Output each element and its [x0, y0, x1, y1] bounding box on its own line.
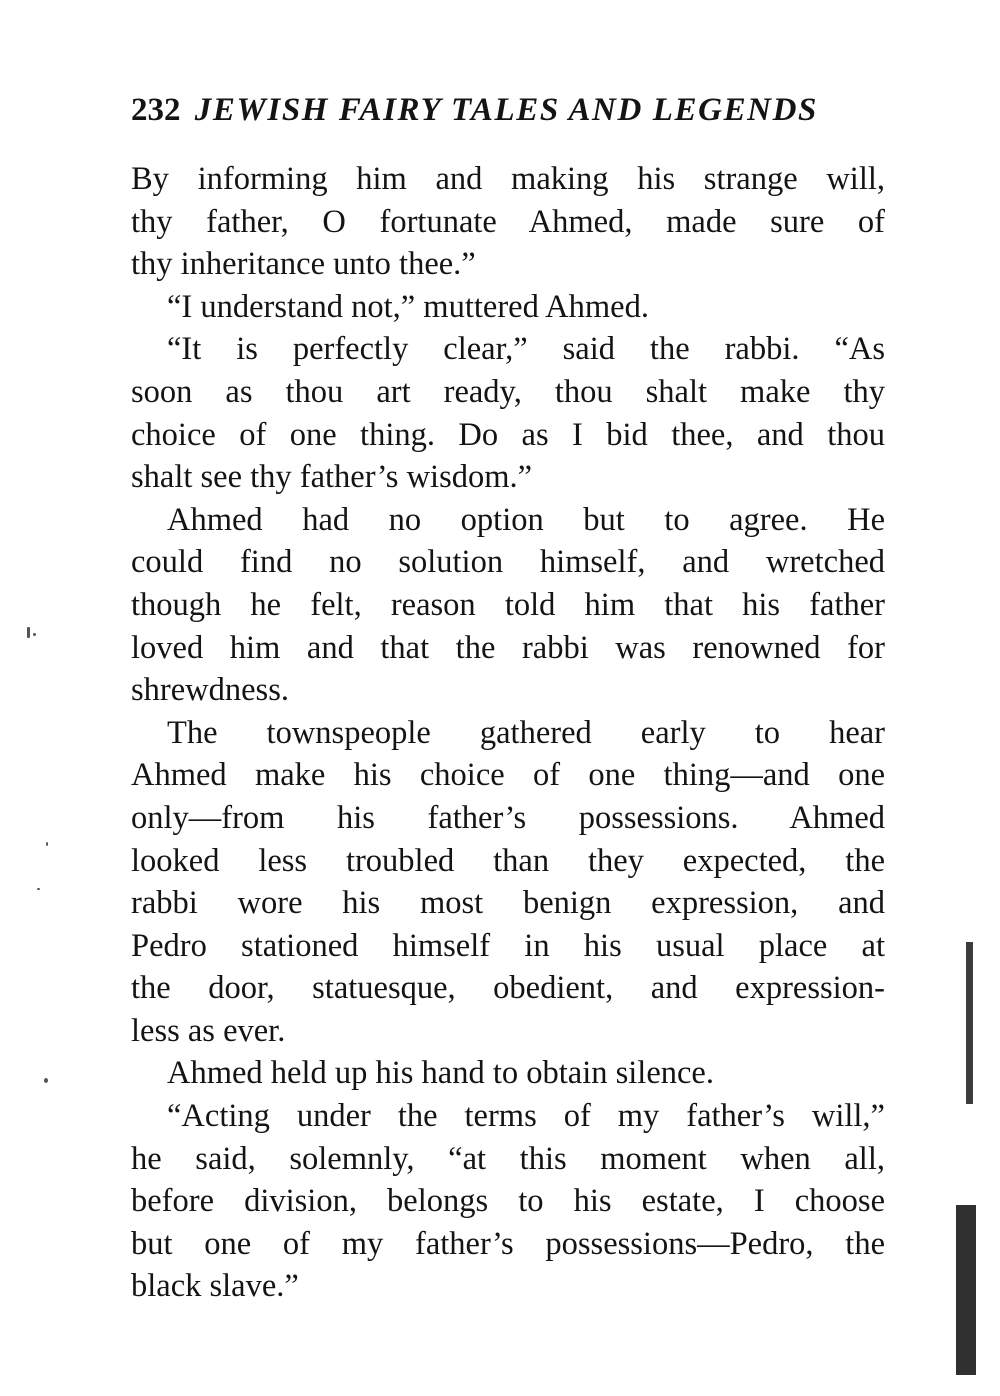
text-line: choice of one thing. Do as I bid thee, and thou: [131, 416, 885, 453]
running-head: [131, 90, 891, 130]
scan-edge-mark: [966, 942, 973, 1104]
text-line: but one of my father’s possessions—Pedro, the: [131, 1225, 885, 1262]
text-line: he said, solemnly, “at this moment when all,: [131, 1140, 885, 1177]
text-line: less as ever.: [131, 1012, 286, 1049]
page-number: 232: [131, 92, 181, 128]
text-line: Ahmed make his choice of one thing—and one: [131, 757, 885, 794]
text-line: Pedro stationed himself in his usual place at: [131, 927, 885, 964]
text-line: black slave.”: [131, 1268, 299, 1305]
text-line: thy inheritance unto thee.”: [131, 246, 476, 283]
text-line: “Acting under the terms of my father’s will,”: [167, 1098, 885, 1135]
text-line: before division, belongs to his estate, I choose: [131, 1183, 885, 1220]
text-line: The townspeople gathered early to hear: [167, 714, 885, 751]
text-line: thy father, O fortunate Ahmed, made sure of: [131, 203, 885, 240]
text-line: soon as thou art ready, thou shalt make thy: [131, 373, 885, 410]
text-line: looked less troubled than they expected, the: [131, 842, 885, 879]
text-line: only—from his father’s possessions. Ahmed: [131, 799, 885, 836]
text-line: Ahmed had no option but to agree. He: [167, 501, 885, 538]
text-line: could find no solution himself, and wretched: [131, 544, 885, 581]
text-line: By informing him and making his strange will,: [131, 161, 885, 197]
text-line: the door, statuesque, obedient, and expression-: [131, 970, 885, 1007]
scan-edge-mark: [956, 1205, 976, 1375]
book-title: JEWISH FAIRY TALES AND LEGENDS: [194, 92, 818, 128]
text-line: shalt see thy father’s wisdom.”: [131, 459, 533, 496]
body-text: [131, 158, 885, 1308]
text-line: shrewdness.: [131, 672, 289, 709]
text-line: rabbi wore his most benign expression, and: [131, 885, 885, 922]
text-line: Ahmed held up his hand to obtain silence.: [167, 1055, 714, 1092]
text-line: “I understand not,” muttered Ahmed.: [167, 288, 649, 325]
text-line: “It is perfectly clear,” said the rabbi. “As: [167, 331, 885, 368]
text-line: loved him and that the rabbi was renowned for: [131, 629, 885, 666]
text-line: though he felt, reason told him that his father: [131, 586, 885, 623]
